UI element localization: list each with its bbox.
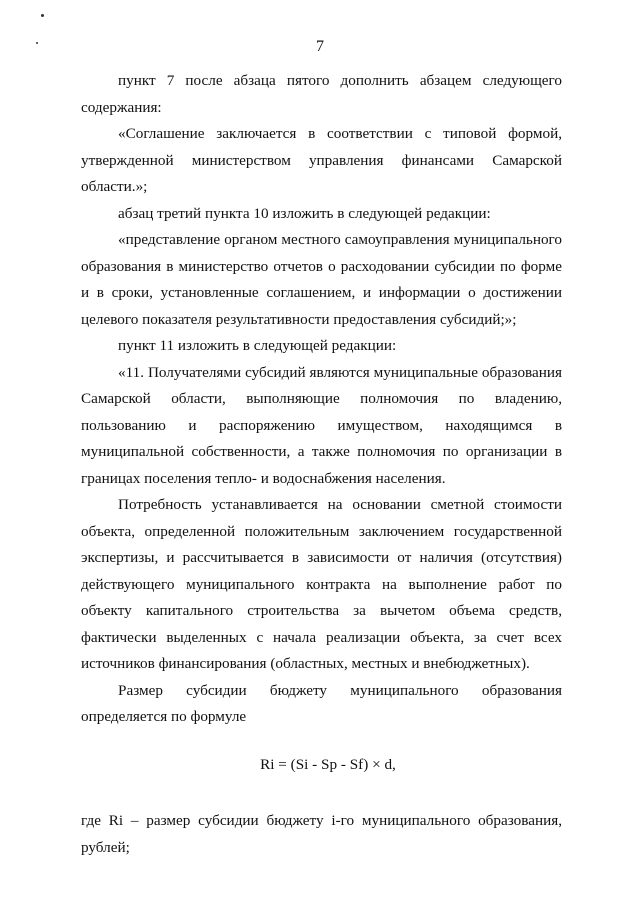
paragraph-amend-point-11: пункт 11 изложить в следующей редакции: — [118, 337, 397, 354]
paragraph-ri-definition: где Ri – размер субсидии бюджету i-го муниципального образования, рублей; — [81, 812, 562, 856]
paragraph-amend-point-10: абзац третий пункта 10 изложить в следующей редакции: — [118, 204, 491, 222]
document-body — [81, 68, 562, 731]
paragraph-amend-point-7: пункт 7 после абзаца пятого дополнить абзацем следующего содержания: — [81, 72, 562, 116]
page-number: 7 — [316, 38, 324, 55]
paragraph-recipients-quote: «11. Получателями субсидий являются муниципальные образования Самарской области, выполняющие полномочия по владению, пользованию и распоряжению имуществом, находящимся в муниципальной собственности, а также полномочия по организации в границах поселения тепло- и водоснабжения населения. — [81, 363, 562, 487]
paragraph-need-calculation: Потребность устанавливается на основании сметной стоимости объекта, определенной положительным заключением государственной экспертизы, и рассчитывается в зависимости от наличия (отсутствия) действующего муниципального контракта на выполнение работ по объекту капитального строительства за вычетом объема средств, фактически выделенных с начала реализации объекта, за счет всех источников финансирования (областных, местных и внебюджетных). — [81, 496, 562, 672]
scan-artifact-dot — [41, 14, 44, 17]
paragraph-agreement-quote: «Соглашение заключается в соответствии с типовой формой, утвержденной министерством управления финансами Самарской области.»; — [81, 125, 562, 195]
paragraph-subsidy-size: Размер субсидии бюджету муниципального образования определяется по формуле — [81, 681, 562, 725]
paragraph-reporting-quote: «представление органом местного самоуправления муниципального образования в министерство отчетов о расходовании субсидии по форме и в сроки, установленные соглашением, и информации о достижении целевого показателя результативности предоставления субсидий;»; — [81, 231, 562, 328]
subsidy-formula: Ri = (Si - Sp - Sf) × d, — [260, 756, 396, 773]
formula-explanation — [81, 808, 562, 861]
